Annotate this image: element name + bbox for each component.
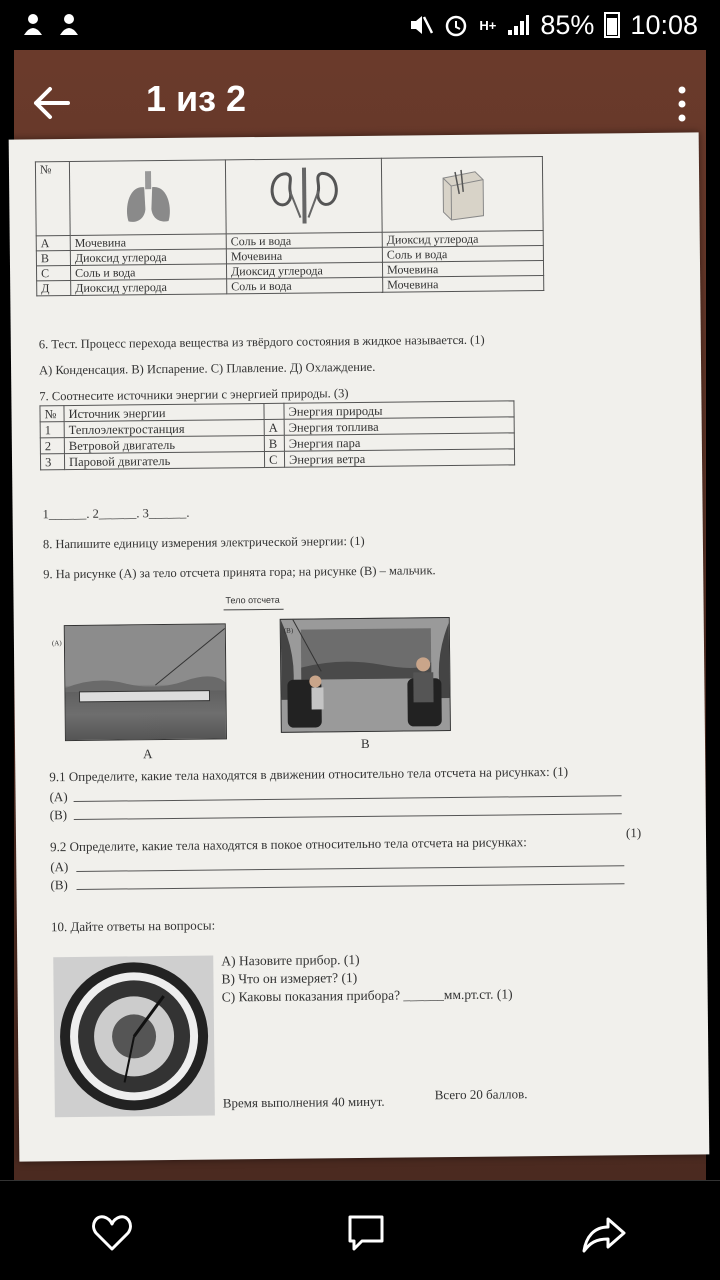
footer-total: Всего 20 баллов. (434, 1086, 528, 1103)
question-10: 10. Дайте ответы на вопросы: (50, 917, 216, 935)
barometer-image (53, 956, 215, 1118)
train-illustration (65, 624, 227, 741)
table-row: С Соль и вода Диоксид углерода Мочевина (36, 261, 543, 281)
question-6: 6. Тест. Процесс перехода вещества из твёрдого состояния в жидкое называется. (1) (38, 332, 485, 352)
notification-icons (22, 13, 80, 37)
figure-b-tag: (В) (283, 626, 294, 635)
answer-line (76, 865, 624, 872)
battery-icon (604, 12, 620, 38)
app-notification-icon (22, 13, 44, 37)
barometer-icon (53, 956, 215, 1118)
alarm-icon (443, 12, 469, 38)
table1-header: № (35, 162, 70, 236)
battery-percent: 85% (540, 9, 595, 40)
question-9-1: 9.1 Определите, какие тела находятся в движении относительно тела отсчета на рисунках: (1) (49, 763, 569, 785)
organs-table (35, 156, 544, 296)
app-bar (14, 50, 706, 160)
share-icon[interactable] (582, 1211, 626, 1255)
figure-b-bus-interior (280, 617, 451, 733)
figure-callout-label: Тело отсчета (225, 594, 280, 606)
question-8: 8. Напишите единицу измерения электрической энергии: (1) (42, 533, 365, 552)
figure-b-label: В (360, 735, 370, 751)
status-bar (0, 0, 720, 50)
bottom-action-bar (0, 1180, 720, 1280)
table-row: А Мочевина Соль и вода Диоксид углерода (36, 231, 543, 251)
figure-a-label: А (143, 746, 153, 762)
question-7: 7. Соотнесите источники энергии с энергией природы. (3) (39, 386, 349, 404)
question-7-answer-blanks: 1______. 2______. 3______. (42, 505, 190, 522)
question-10-b: В) Что он измеряет? (1) (221, 970, 358, 987)
worksheet-photo (9, 132, 710, 1161)
answer-b-label: (В) (49, 807, 68, 823)
question-9-2: 9.2 Определите, какие тела находятся в покое относительно тела отсчета на рисунках: (49, 834, 527, 855)
clock: 10:08 (630, 9, 698, 40)
table-row: 1 Теплоэлектростанция А Энергия топлива (40, 417, 514, 438)
skin-image (381, 157, 543, 233)
energy-table (39, 400, 515, 470)
question-10-a: А) Назовите прибор. (1) (221, 952, 360, 969)
kidneys-icon (263, 167, 344, 224)
table-row: 3 Паровой двигатель С Энергия ветра (40, 449, 514, 470)
answer-b-label: (В) (50, 877, 68, 893)
bus-interior-illustration (281, 618, 451, 733)
table-header-row: № Источник энергии Энергия природы (40, 401, 514, 422)
comment-icon[interactable] (344, 1211, 388, 1255)
answer-a-label: (А) (49, 789, 68, 805)
lungs-image (69, 160, 226, 236)
kidneys-image (225, 158, 382, 234)
skin-section-icon (437, 166, 488, 223)
figure-a-tag: (А) (51, 639, 62, 648)
answer-line (74, 795, 622, 802)
network-type: H+ (479, 17, 497, 33)
lungs-icon (117, 169, 178, 226)
table-row: Д Диоксид углерода Соль и вода Мочевина (37, 276, 544, 296)
app-notification-icon (58, 13, 80, 37)
table-row: В Диоксид углерода Мочевина Соль и вода (36, 246, 543, 266)
figure-a-train (64, 623, 227, 741)
answer-line (77, 883, 625, 890)
heart-icon[interactable] (90, 1211, 134, 1255)
more-options-icon[interactable] (676, 86, 688, 122)
page-indicator: 1 из 2 (146, 78, 247, 119)
answer-line (74, 813, 622, 820)
callout-underline (224, 609, 284, 611)
table-row: 2 Ветровой двигатель В Энергия пара (40, 433, 514, 454)
footer-time: Время выполнения 40 минут. (222, 1093, 385, 1111)
question-10-c: С) Каковы показания прибора? ______мм.рт.ст. (1) (221, 986, 513, 1005)
signal-icon (506, 13, 530, 37)
question-9-2-points: (1) (625, 825, 642, 841)
question-6-options: А) Конденсация. В) Испарение. С) Плавление. Д) Охлаждение. (39, 359, 376, 378)
mute-icon (407, 13, 433, 37)
back-arrow-icon[interactable] (28, 80, 74, 126)
question-9: 9. На рисунке (А) за тело отсчета принята гора; на рисунке (В) – мальчик. (43, 563, 436, 582)
answer-a-label: (А) (50, 859, 69, 875)
